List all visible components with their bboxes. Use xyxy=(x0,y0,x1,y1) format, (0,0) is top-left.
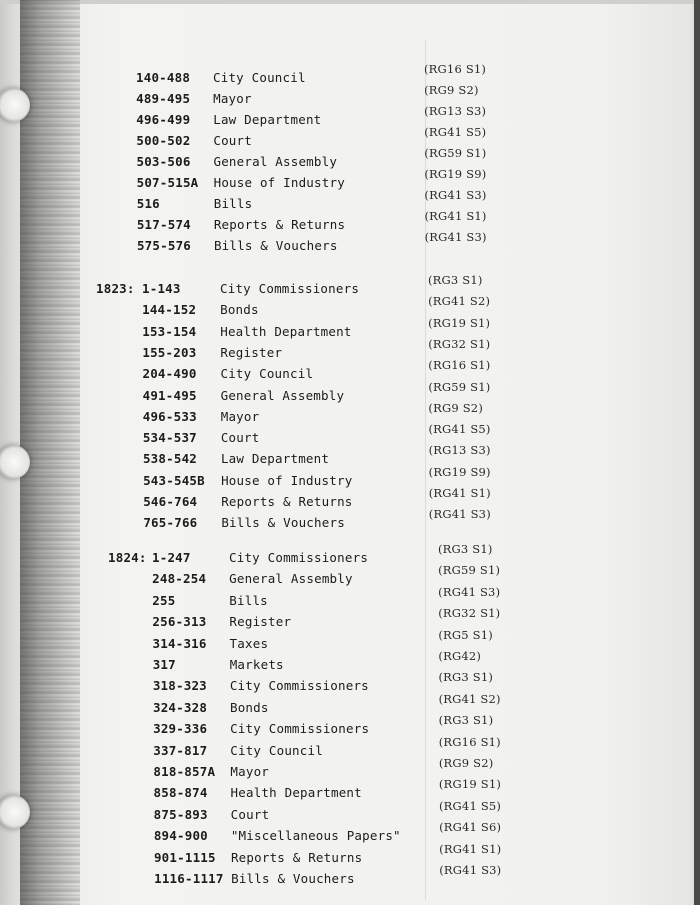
page-top-edge xyxy=(0,0,700,4)
record-group-reference: (RG16 S1) xyxy=(424,62,487,76)
record-group-reference: (RG59 S1) xyxy=(424,146,487,160)
binding-margin-shadow xyxy=(20,0,80,905)
page-range: 489-495 xyxy=(136,91,191,106)
record-group-reference: (RG16 S1) xyxy=(438,734,501,749)
page-range: 875-893 xyxy=(153,806,208,822)
page-range: 318-323 xyxy=(152,678,207,694)
page-range: 314-316 xyxy=(152,635,207,651)
record-title: Taxes xyxy=(229,635,269,651)
record-group-reference: (RG41 S5) xyxy=(424,125,487,139)
record-title: "Miscellaneous Papers" xyxy=(230,828,401,844)
page-range: 516 xyxy=(136,196,160,211)
page-range: 517-574 xyxy=(136,217,191,232)
record-title: Bonds xyxy=(229,699,269,715)
page-range: 337-817 xyxy=(153,742,208,758)
record-title: General Assembly xyxy=(220,387,345,403)
record-group-reference: (RG59 S1) xyxy=(428,379,491,394)
record-title: Reports & Returns xyxy=(230,849,363,865)
page-range: 256-313 xyxy=(152,614,207,630)
record-group-reference: (RG41 S5) xyxy=(439,798,502,813)
record-group-reference: (RG5 S1) xyxy=(438,627,493,642)
record-title: Bills & Vouchers xyxy=(213,238,338,253)
record-title: Bills & Vouchers xyxy=(221,515,345,531)
page-range: 575-576 xyxy=(136,238,192,253)
record-title: Register xyxy=(220,344,283,360)
record-group-reference: (RG9 S2) xyxy=(424,83,479,97)
record-group-reference: (RG3 S1) xyxy=(438,542,493,556)
record-title: House of Industry xyxy=(221,472,353,488)
record-group-reference: (RG41 S1) xyxy=(439,841,502,856)
record-group-reference: (RG3 S1) xyxy=(438,713,494,728)
page-range: 818-857A xyxy=(153,764,216,779)
page-range: 1116-1117 xyxy=(154,871,224,886)
page-range: 140-488 xyxy=(136,70,191,85)
record-title: Court xyxy=(220,430,260,446)
page-range: 1-247 xyxy=(152,550,191,565)
record-title: House of Industry xyxy=(213,175,345,190)
record-title: Reports & Returns xyxy=(221,494,353,509)
page-range: 507-515A xyxy=(136,175,199,190)
page-range: 255 xyxy=(152,592,176,608)
page-range: 144-152 xyxy=(142,302,197,318)
page-range: 901-1115 xyxy=(153,849,216,865)
page-range: 329-336 xyxy=(153,721,208,737)
page-range: 500-502 xyxy=(136,133,191,148)
record-title: Mayor xyxy=(213,91,252,106)
page-range: 1-143 xyxy=(142,281,181,296)
record-title: City Commissioners xyxy=(229,550,369,565)
page-range: 324-328 xyxy=(152,699,208,715)
record-title: Bills & Vouchers xyxy=(231,871,355,886)
record-group-reference: (RG42) xyxy=(438,649,482,663)
record-title: General Assembly xyxy=(229,571,353,587)
record-title: Mayor xyxy=(230,764,270,779)
record-group-reference: (RG41 S5) xyxy=(428,422,491,437)
page-range: 317 xyxy=(152,657,176,672)
record-title: Mayor xyxy=(220,408,260,424)
record-group-reference: (RG32 S1) xyxy=(428,336,491,351)
page-range: 534-537 xyxy=(142,430,197,446)
page-right-edge xyxy=(694,0,700,905)
record-title: Health Department xyxy=(220,323,352,339)
page-range: 858-874 xyxy=(153,785,208,801)
page-range: 546-764 xyxy=(143,494,198,509)
record-title: Law Department xyxy=(213,112,322,127)
record-title: Bills xyxy=(213,196,253,211)
year-label: 1823: xyxy=(96,281,135,296)
page-range: 538-542 xyxy=(142,451,198,467)
record-group-reference: (RG41 S6) xyxy=(439,820,502,835)
record-group-reference: (RG32 S1) xyxy=(438,606,501,621)
record-title: City Commissioners xyxy=(230,721,370,737)
record-title: City Council xyxy=(230,742,323,758)
record-group-reference: (RG19 S9) xyxy=(428,464,491,479)
record-title: Register xyxy=(229,614,292,630)
record-title: Markets xyxy=(229,657,284,672)
record-title: Court xyxy=(230,806,270,822)
page-range: 248-254 xyxy=(152,571,207,587)
record-group-reference: (RG41 S1) xyxy=(428,486,491,500)
record-group-reference: (RG41 S1) xyxy=(424,209,487,223)
record-group-reference: (RG9 S2) xyxy=(438,756,494,770)
record-title: City Council xyxy=(220,366,314,382)
page-range: 153-154 xyxy=(142,323,197,339)
record-title: Law Department xyxy=(220,451,330,467)
record-group-reference: (RG59 S1) xyxy=(438,563,501,578)
page-range: 496-533 xyxy=(142,408,197,424)
record-title: City Commissioners xyxy=(220,281,360,296)
record-group-reference: (RG41 S3) xyxy=(439,863,502,877)
page-range: 491-495 xyxy=(142,387,197,403)
page-range: 543-545B xyxy=(143,472,205,488)
record-title: City Commissioners xyxy=(229,678,369,694)
record-group-reference: (RG13 S3) xyxy=(428,443,491,458)
record-group-reference: (RG41 S3) xyxy=(424,188,487,202)
record-title: Health Department xyxy=(230,785,362,801)
record-group-reference: (RG19 S1) xyxy=(428,315,491,330)
page-range: 155-203 xyxy=(142,344,197,360)
record-title: General Assembly xyxy=(213,154,338,169)
record-group-reference: (RG9 S2) xyxy=(428,400,484,415)
record-group-reference: (RG16 S1) xyxy=(428,358,491,373)
record-title: City Council xyxy=(213,70,306,85)
record-group-reference: (RG13 S3) xyxy=(424,104,487,118)
page-range: 204-490 xyxy=(142,366,197,382)
record-group-reference: (RG41 S3) xyxy=(438,584,501,599)
page-range: 503-506 xyxy=(136,154,191,169)
record-group-reference: (RG19 S1) xyxy=(438,777,502,792)
page-range: 496-499 xyxy=(136,112,191,127)
record-title: Bills xyxy=(229,592,268,608)
record-group-reference: (RG19 S9) xyxy=(424,167,487,181)
page-range: 894-900 xyxy=(153,828,208,844)
record-group-reference: (RG41 S3) xyxy=(424,230,487,244)
record-group-reference: (RG41 S2) xyxy=(428,294,491,309)
record-group-reference: (RG3 S1) xyxy=(438,670,494,685)
year-label: 1824: xyxy=(108,550,147,565)
record-group-reference: (RG41 S2) xyxy=(438,691,501,706)
record-title: Bonds xyxy=(220,302,259,318)
record-title: Reports & Returns xyxy=(213,217,346,232)
record-group-reference: (RG3 S1) xyxy=(428,273,483,287)
record-group-reference: (RG41 S3) xyxy=(428,507,491,522)
record-title: Court xyxy=(213,133,252,148)
page-range: 765-766 xyxy=(143,515,198,531)
